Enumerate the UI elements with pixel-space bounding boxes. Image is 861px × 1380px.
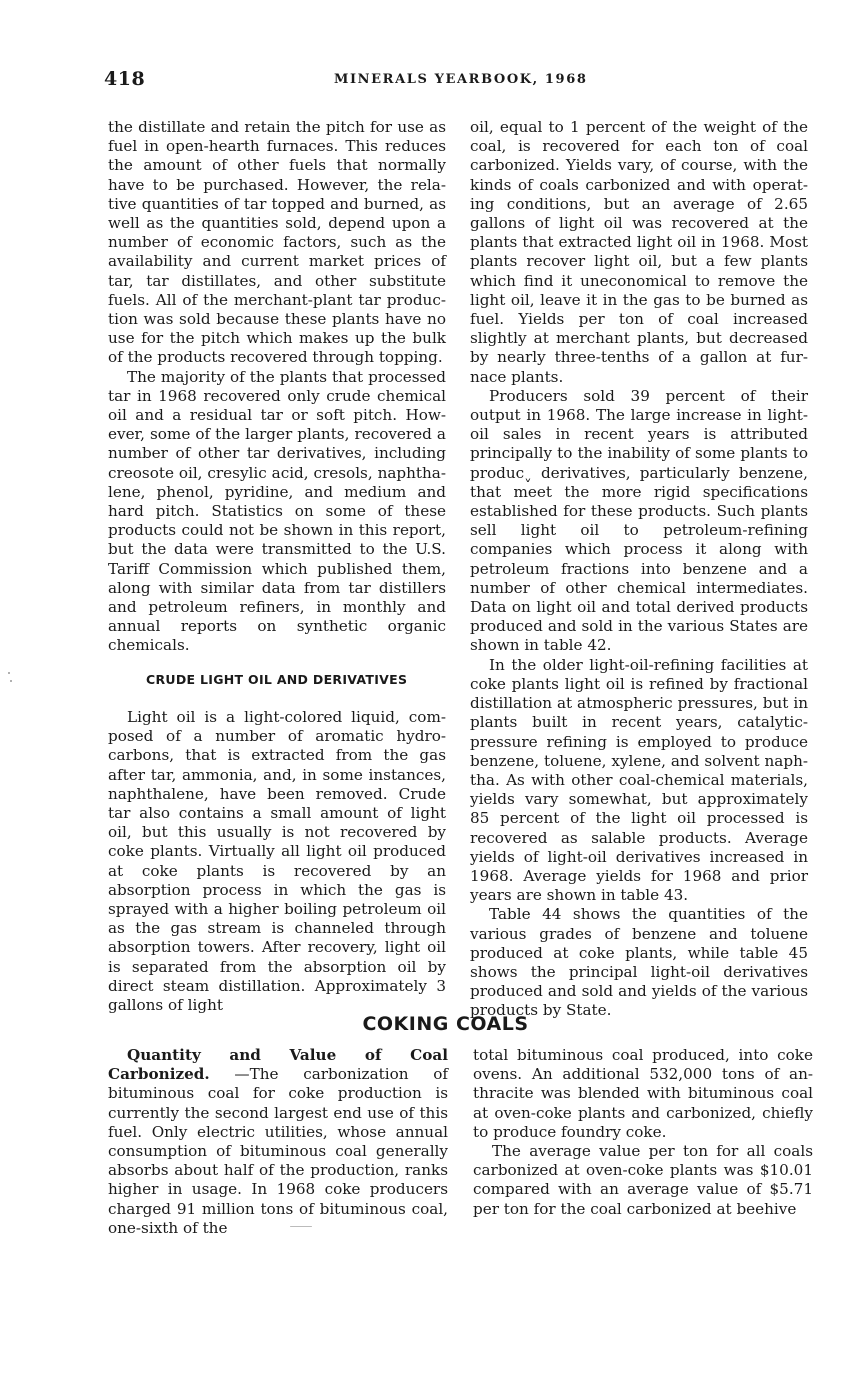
paragraph: The majority of the plants that processed tar in 1968 recovered only crude chemical oil and a residual tar or soft pitch. However, some of the larger plants, recovered a number of other tar derivatives, including creosote oil, cresylic acid, cresols, naphthalene, phenol, pyridine, and medium and hard pitch. Statistics on some of these products could not be shown in this report, but the data were transmitted to the U.S. Tariff Commission which published them, along with similar data from tar distillers and petroleum refiners, in monthly and annual reports on synthetic organic chemicals. — [108, 367, 446, 655]
left-column-bottom — [108, 1046, 448, 1238]
section-title: COKING COALS — [362, 1013, 529, 1035]
left-column-top — [108, 118, 446, 1015]
running-title: MINERALS YEARBOOK, 1968 — [334, 72, 588, 87]
paragraph: Producers sold 39 percent of their output in 1968. The large increase in light-oil sales in recent years is attributed principally to the inability of some plants to producˬ derivatives, particularly benzene, that meet the more rigid specifications established for these products. Such plants sell light oil to petroleum-refining companies which process it along with petroleum fractions into benzene and a number of other chemical intermediates. Data on light oil and total derived products produced and sold in the various States are shown in table 42. — [470, 386, 808, 655]
paragraph: Table 44 shows the quantities of the various grades of benzene and toluene produced at coke plants, while table 45 shows the principal light-oil derivatives produced and sold and yields of the various products by State. — [470, 905, 808, 1020]
right-column-bottom — [473, 1046, 813, 1219]
page-number: 418 — [104, 68, 146, 90]
scan-speck — [290, 1226, 312, 1227]
paragraph-text: —The carbonization of bituminous coal for coke production is currently the second largest end use of this fuel. Only electric utilities, whose annual consumption of bituminous coal generally absorbs about half of the production, ranks higher in usage. In 1968 coke producers charged 91 million tons of bituminous coal, one-sixth of the — [108, 1065, 448, 1237]
paragraph: In the older light-oil-refining facilities at coke plants light oil is refined by fractional distillation at atmospheric pressures, but in plants built in recent years, catalytic-pressure refining is employed to produce benzene, toluene, xylene, and solvent naphtha. As with other coal-chemical materials, yields vary somewhat, but approximately 85 percent of the light oil processed is recovered as salable products. Average yields of light-oil derivatives increased in 1968. Average yields for 1968 and prior years are shown in table 43. — [470, 655, 808, 905]
paragraph: the distillate and retain the pitch for use as fuel in open-hearth furnaces. This reduces the amount of other fuels that normally have to be purchased. However, the relative quantities of tar topped and burned, as well as the quantities sold, depend upon a number of economic factors, such as the availability and current market prices of tar, tar distillates, and other substitute fuels. All of the merchant-plant tar production was sold because these plants have no use for the pitch which makes up the bulk of the products recovered through topping. — [108, 118, 446, 367]
right-column-top — [470, 118, 808, 1021]
subsection-heading: CRUDE LIGHT OIL AND DERIVATIVES — [146, 671, 408, 687]
paragraph: total bituminous coal produced, into coke ovens. An additional 532,000 tons of anthracite was blended with bituminous coal at oven-coke plants and carbonized, chiefly to produce foundry coke. — [473, 1046, 813, 1141]
paragraph — [108, 1046, 448, 1238]
paragraph: The average value per ton for all coals carbonized at oven-coke plants was $10.01 compared with an average value of $5.71 per ton for the coal carbonized at beehive — [473, 1142, 813, 1218]
page-header — [104, 68, 804, 94]
paragraph: Light oil is a light-colored liquid, composed of a number of aromatic hydrocarbons, that is extracted from the gas after tar, ammonia, and, in some instances, naphthalene, have been removed. Crude tar also contains a small amount of light oil, but this usually is not recovered by coke plants. Virtually all light oil produced at coke plants is recovered by an absorption process in which the gas is sprayed with a higher boiling petroleum oil as the gas stream is channeled through absorption towers. After recovery, light oil is separated from the absorption oil by direct steam distillation. Approximately 3 gallons of light — [108, 707, 446, 1014]
scan-speck — [10, 680, 12, 682]
paragraph: oil, equal to 1 percent of the weight of the coal, is recovered for each ton of coal carbonized. Yields vary, of course, with the kinds of coals carbonized and with operating conditions, but an average of 2.65 gallons of light oil was recovered at the plants that extracted light oil in 1968. Most plants recover light oil, but a few plants which find it uneconomical to remove the light oil, leave it in the gas to be burned as fuel. Yields per ton of coal increased slightly at merchant plants, but decreased by nearly three-tenths of a gallon at furnace plants. — [470, 118, 808, 386]
scan-speck — [8, 672, 10, 674]
run-in-heading: Quantity and Value of Coal Carbonized. — [108, 1046, 448, 1084]
